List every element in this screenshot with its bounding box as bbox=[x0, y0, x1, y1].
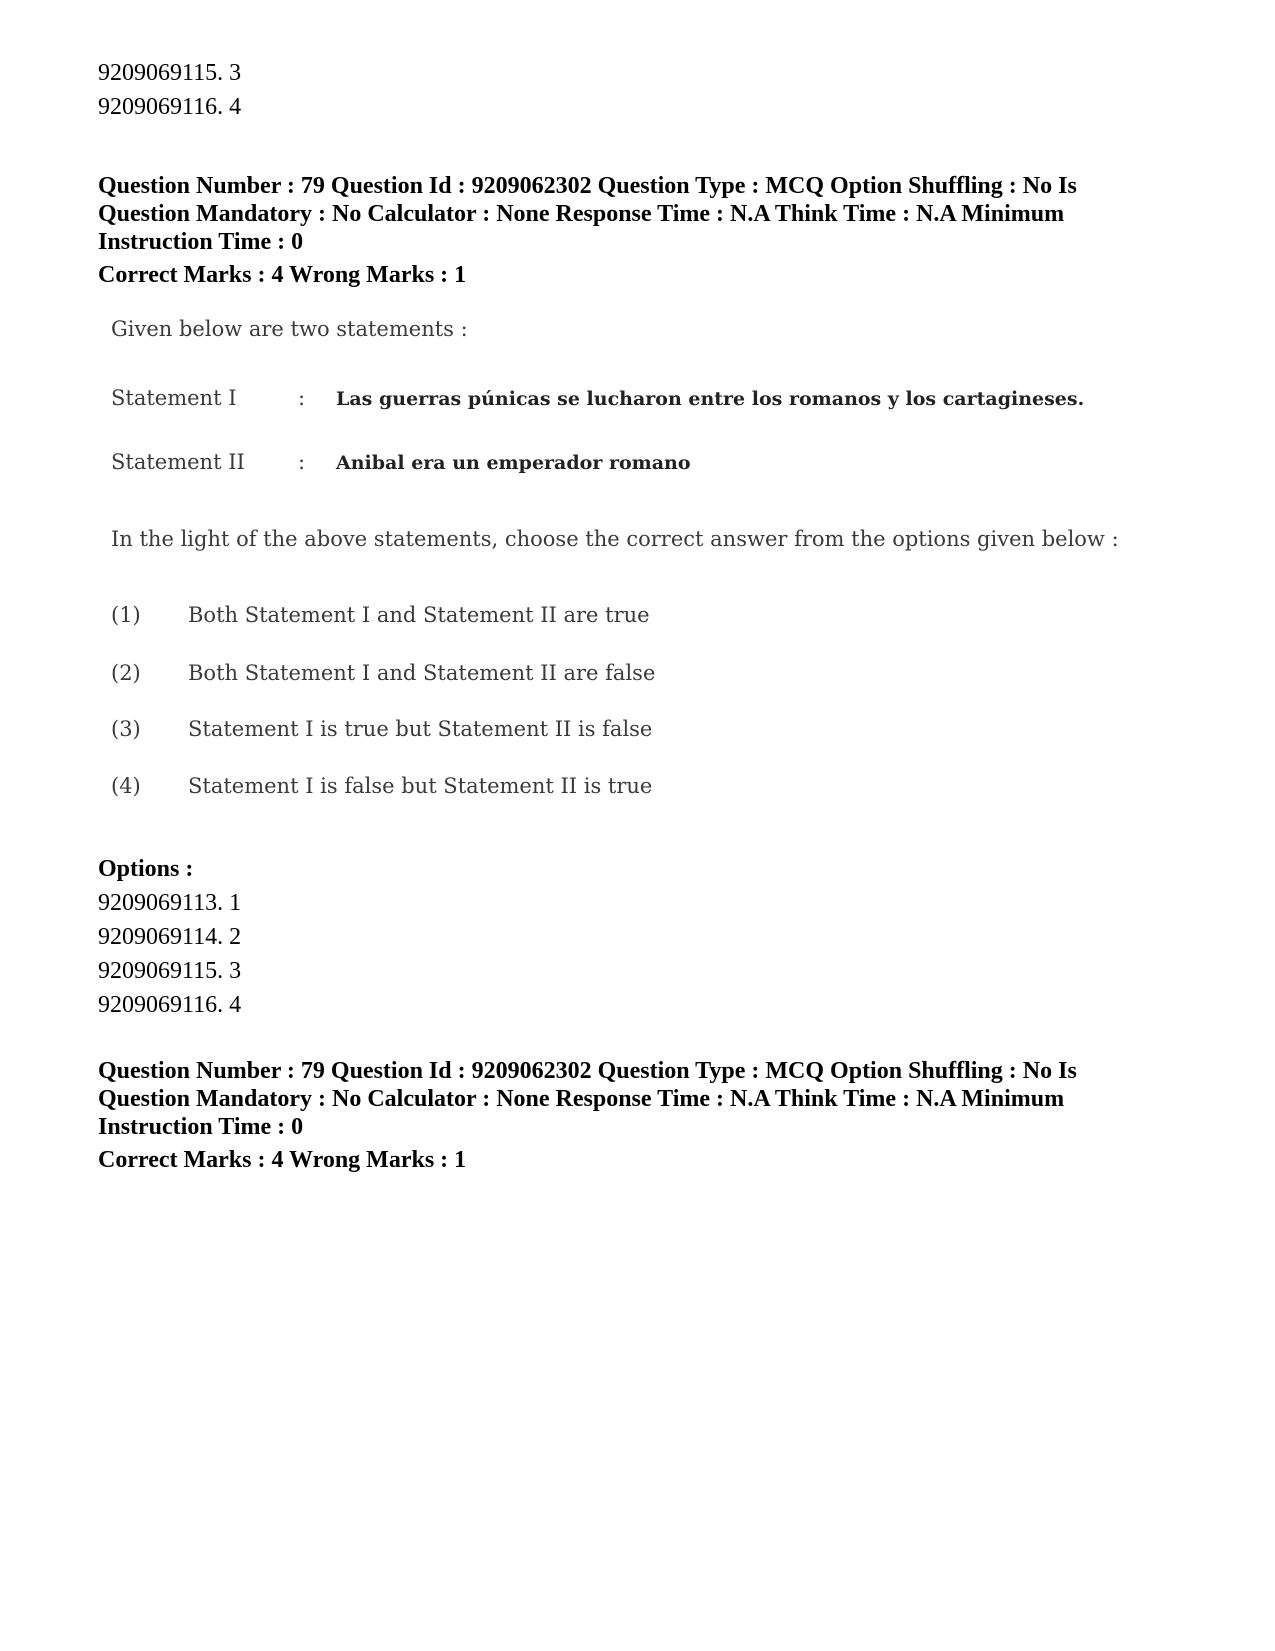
question-header-line-2: Question Mandatory : No Calculator : None Response Time : N.A Think Time : N.A Minimum bbox=[98, 201, 1065, 227]
statement-1-separator: : bbox=[298, 386, 306, 410]
question-header-line-1: Question Number : 79 Question Id : 9209062302 Question Type : MCQ Option Shuffling : No Is bbox=[98, 173, 1077, 199]
question-body bbox=[98, 300, 1119, 830]
top-option-2: 9209069116. 4 bbox=[98, 94, 242, 120]
choice-2-number: (2) bbox=[111, 661, 141, 685]
choice-4-text: Statement I is false but Statement II is true bbox=[188, 774, 653, 798]
options-label: Options : bbox=[98, 856, 194, 882]
top-option-1: 9209069115. 3 bbox=[98, 60, 242, 86]
next-question-header bbox=[98, 1057, 1178, 1141]
choice-3-number: (3) bbox=[111, 717, 141, 741]
question-header-line-3: Instruction Time : 0 bbox=[98, 229, 304, 255]
next-question-marks: Correct Marks : 4 Wrong Marks : 1 bbox=[98, 1147, 467, 1173]
next-question-header-line-2: Question Mandatory : No Calculator : None Response Time : N.A Think Time : N.A Minimum bbox=[98, 1086, 1065, 1112]
option-item-3: 9209069115. 3 bbox=[98, 958, 242, 984]
choice-1-number: (1) bbox=[111, 603, 141, 627]
question-instruction: In the light of the above statements, choose the correct answer from the options given below : bbox=[111, 527, 1119, 551]
choice-3-text: Statement I is true but Statement II is false bbox=[188, 717, 653, 741]
statement-1-text: Las guerras púnicas se lucharon entre los romanos y los cartagineses. bbox=[336, 388, 1085, 410]
choice-2-text: Both Statement I and Statement II are false bbox=[188, 661, 656, 685]
question-header bbox=[98, 172, 1178, 256]
next-question-header-line-3: Instruction Time : 0 bbox=[98, 1114, 304, 1140]
option-item-2: 9209069114. 2 bbox=[98, 924, 242, 950]
next-question-header-line-1: Question Number : 79 Question Id : 9209062302 Question Type : MCQ Option Shuffling : No Is bbox=[98, 1058, 1077, 1084]
choice-4-number: (4) bbox=[111, 774, 141, 798]
choice-1-text: Both Statement I and Statement II are true bbox=[188, 603, 650, 627]
option-item-1: 9209069113. 1 bbox=[98, 890, 242, 916]
question-intro: Given below are two statements : bbox=[111, 317, 468, 341]
question-marks: Correct Marks : 4 Wrong Marks : 1 bbox=[98, 262, 467, 288]
statement-2-separator: : bbox=[298, 450, 306, 474]
statement-1-label: Statement I bbox=[111, 386, 237, 410]
statement-2-text: Anibal era un emperador romano bbox=[336, 452, 691, 474]
statement-2-label: Statement II bbox=[111, 450, 245, 474]
option-item-4: 9209069116. 4 bbox=[98, 992, 242, 1018]
